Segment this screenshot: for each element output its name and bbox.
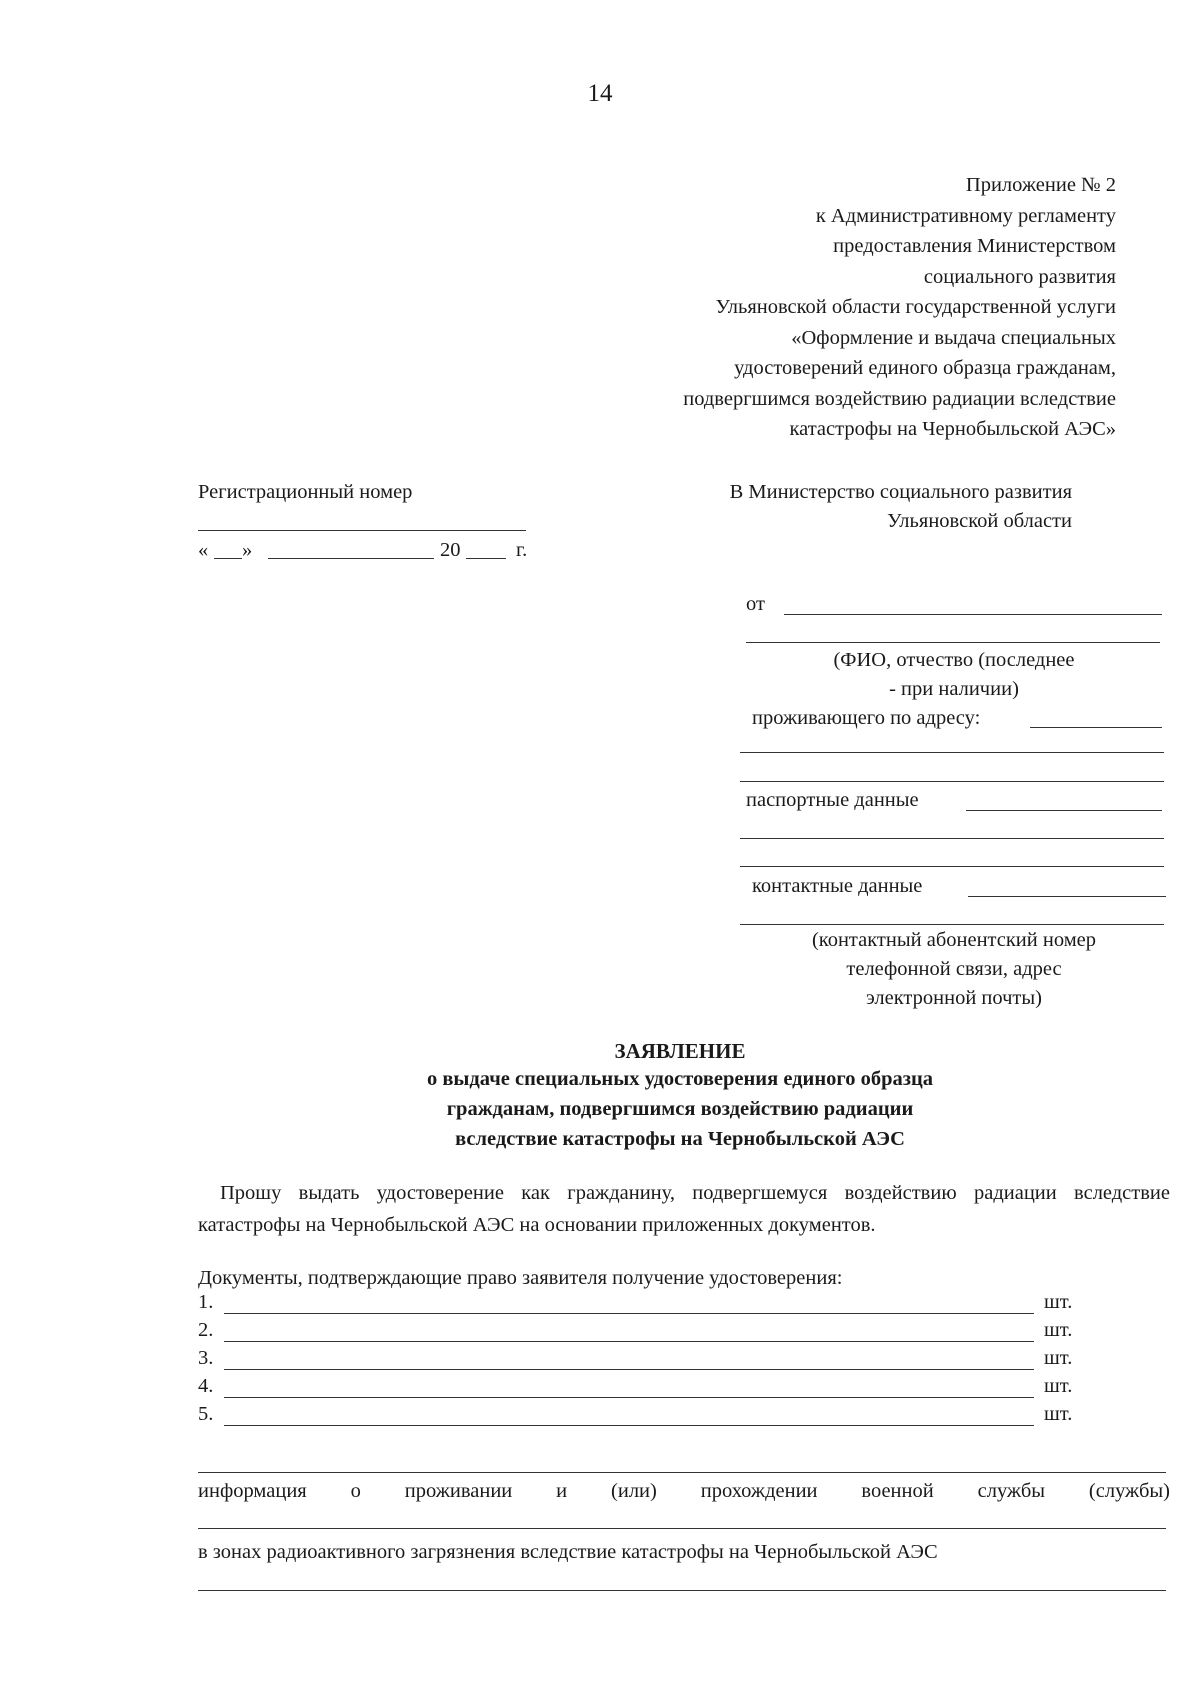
address-field[interactable] — [1030, 727, 1162, 728]
appendix-line: Ульяновской области государственной услуги — [715, 296, 1116, 318]
appendix-line: удостоверений единого образца гражданам, — [734, 357, 1116, 379]
info-word: (службы) — [1088, 1480, 1170, 1502]
document-item-1 — [198, 1291, 1088, 1319]
info-word: службы — [977, 1480, 1046, 1502]
document-item-field[interactable] — [224, 1313, 1034, 1314]
documents-heading: Документы, подтверждающие право заявителя получение удостоверения: — [198, 1267, 843, 1289]
address-field-2[interactable] — [740, 752, 1164, 753]
request-text: Прошу выдать удостоверение как гражданину, подвергшемуся воздействию радиации вследствие катастрофы на Чернобыльской АЭС на основании приложенных документов. — [198, 1182, 1170, 1236]
applicant-name-field-2[interactable] — [746, 642, 1160, 643]
fio-note — [746, 646, 1162, 704]
document-item-number: 2. — [198, 1319, 214, 1341]
contact-note-line: (контактный абонентский номер — [811, 929, 1097, 951]
document-item-unit: шт. — [1044, 1319, 1073, 1341]
appendix-line: катастрофы на Чернобыльской АЭС» — [789, 418, 1116, 440]
addressee — [730, 478, 1072, 536]
contact-label: контактные данные — [752, 875, 923, 897]
document-title: ЗАЯВЛЕНИЕ — [614, 1039, 746, 1063]
registration-month-field[interactable] — [268, 558, 434, 559]
appendix-line: Приложение № 2 — [965, 174, 1116, 196]
document-item-4 — [198, 1375, 1088, 1403]
info-word: о — [350, 1480, 361, 1502]
info-field-1[interactable] — [198, 1472, 1166, 1473]
passport-field-3[interactable] — [740, 866, 1164, 867]
contact-note — [746, 926, 1162, 1013]
registration-year-prefix: 20 — [440, 539, 461, 561]
appendix-line: предоставления Министерством — [833, 235, 1116, 257]
registration-date-close: » — [242, 539, 253, 561]
registration-day-field[interactable] — [214, 558, 242, 559]
address-label: проживающего по адресу: — [752, 707, 981, 729]
appendix-line: «Оформление и выдача специальных — [791, 326, 1116, 349]
info-word: и — [556, 1480, 568, 1502]
passport-field-2[interactable] — [740, 838, 1164, 839]
info-word: информация — [198, 1480, 307, 1502]
appendix-line: к Административному регламенту — [815, 204, 1116, 227]
info-line-2: в зонах радиоактивного загрязнения вследствие катастрофы на Чернобыльской АЭС — [198, 1541, 938, 1563]
passport-label: паспортные данные — [746, 789, 919, 811]
page-number: 14 — [587, 80, 613, 107]
document-item-field[interactable] — [224, 1397, 1034, 1398]
contact-note-line: электронной почты) — [865, 987, 1042, 1009]
appendix-line: социального развития — [923, 265, 1116, 288]
appendix-line: подвергшимся воздействию радиации вследствие — [683, 387, 1116, 410]
subtitle-line: вследствие катастрофы на Чернобыльской АЭС — [455, 1128, 905, 1150]
passport-field[interactable] — [966, 810, 1162, 811]
info-field-3[interactable] — [198, 1590, 1166, 1591]
contact-note-line: телефонной связи, адрес — [846, 958, 1062, 980]
document-item-number: 3. — [198, 1347, 214, 1369]
document-item-5 — [198, 1403, 1088, 1431]
document-item-number: 5. — [198, 1403, 214, 1425]
document-item-unit: шт. — [1044, 1403, 1073, 1425]
info-line-1 — [198, 1480, 1170, 1503]
registration-year-suffix: г. — [516, 539, 528, 561]
fio-note-line: - при наличии) — [889, 678, 1019, 700]
document-subtitle — [0, 1064, 1200, 1154]
registration-year-field[interactable] — [466, 558, 506, 559]
document-item-field[interactable] — [224, 1341, 1034, 1342]
document-item-unit: шт. — [1044, 1375, 1073, 1397]
document-item-number: 1. — [198, 1291, 214, 1313]
registration-number-field[interactable] — [198, 530, 526, 531]
document-item-unit: шт. — [1044, 1347, 1073, 1369]
addressee-line: Ульяновской области — [887, 510, 1072, 532]
subtitle-line: о выдаче специальных удостоверения единого образца — [426, 1068, 934, 1090]
registration-label: Регистрационный номер — [198, 481, 413, 503]
info-word: проживании — [404, 1480, 513, 1502]
contact-field-2[interactable] — [740, 924, 1164, 925]
document-item-number: 4. — [198, 1375, 214, 1397]
from-label: от — [746, 593, 765, 615]
subtitle-line: гражданам, подвергшимся воздействию радиации — [446, 1098, 914, 1120]
registration-date-open: « — [198, 539, 209, 561]
document-item-3 — [198, 1347, 1088, 1375]
document-item-unit: шт. — [1044, 1291, 1073, 1313]
request-paragraph — [198, 1177, 1170, 1241]
info-field-2[interactable] — [198, 1528, 1166, 1529]
document-item-2 — [198, 1319, 1088, 1347]
fio-note-line: (ФИО, отчество (последнее — [833, 649, 1075, 671]
info-word: военной — [861, 1480, 934, 1502]
applicant-name-field[interactable] — [784, 614, 1162, 615]
addressee-line: В Министерство социального развития — [729, 481, 1072, 503]
address-field-3[interactable] — [740, 781, 1164, 782]
info-word: прохождении — [700, 1480, 818, 1502]
info-word: (или) — [611, 1480, 657, 1502]
contact-field[interactable] — [968, 896, 1166, 897]
document-item-field[interactable] — [224, 1425, 1034, 1426]
document-item-field[interactable] — [224, 1369, 1034, 1370]
appendix-header — [683, 170, 1116, 445]
